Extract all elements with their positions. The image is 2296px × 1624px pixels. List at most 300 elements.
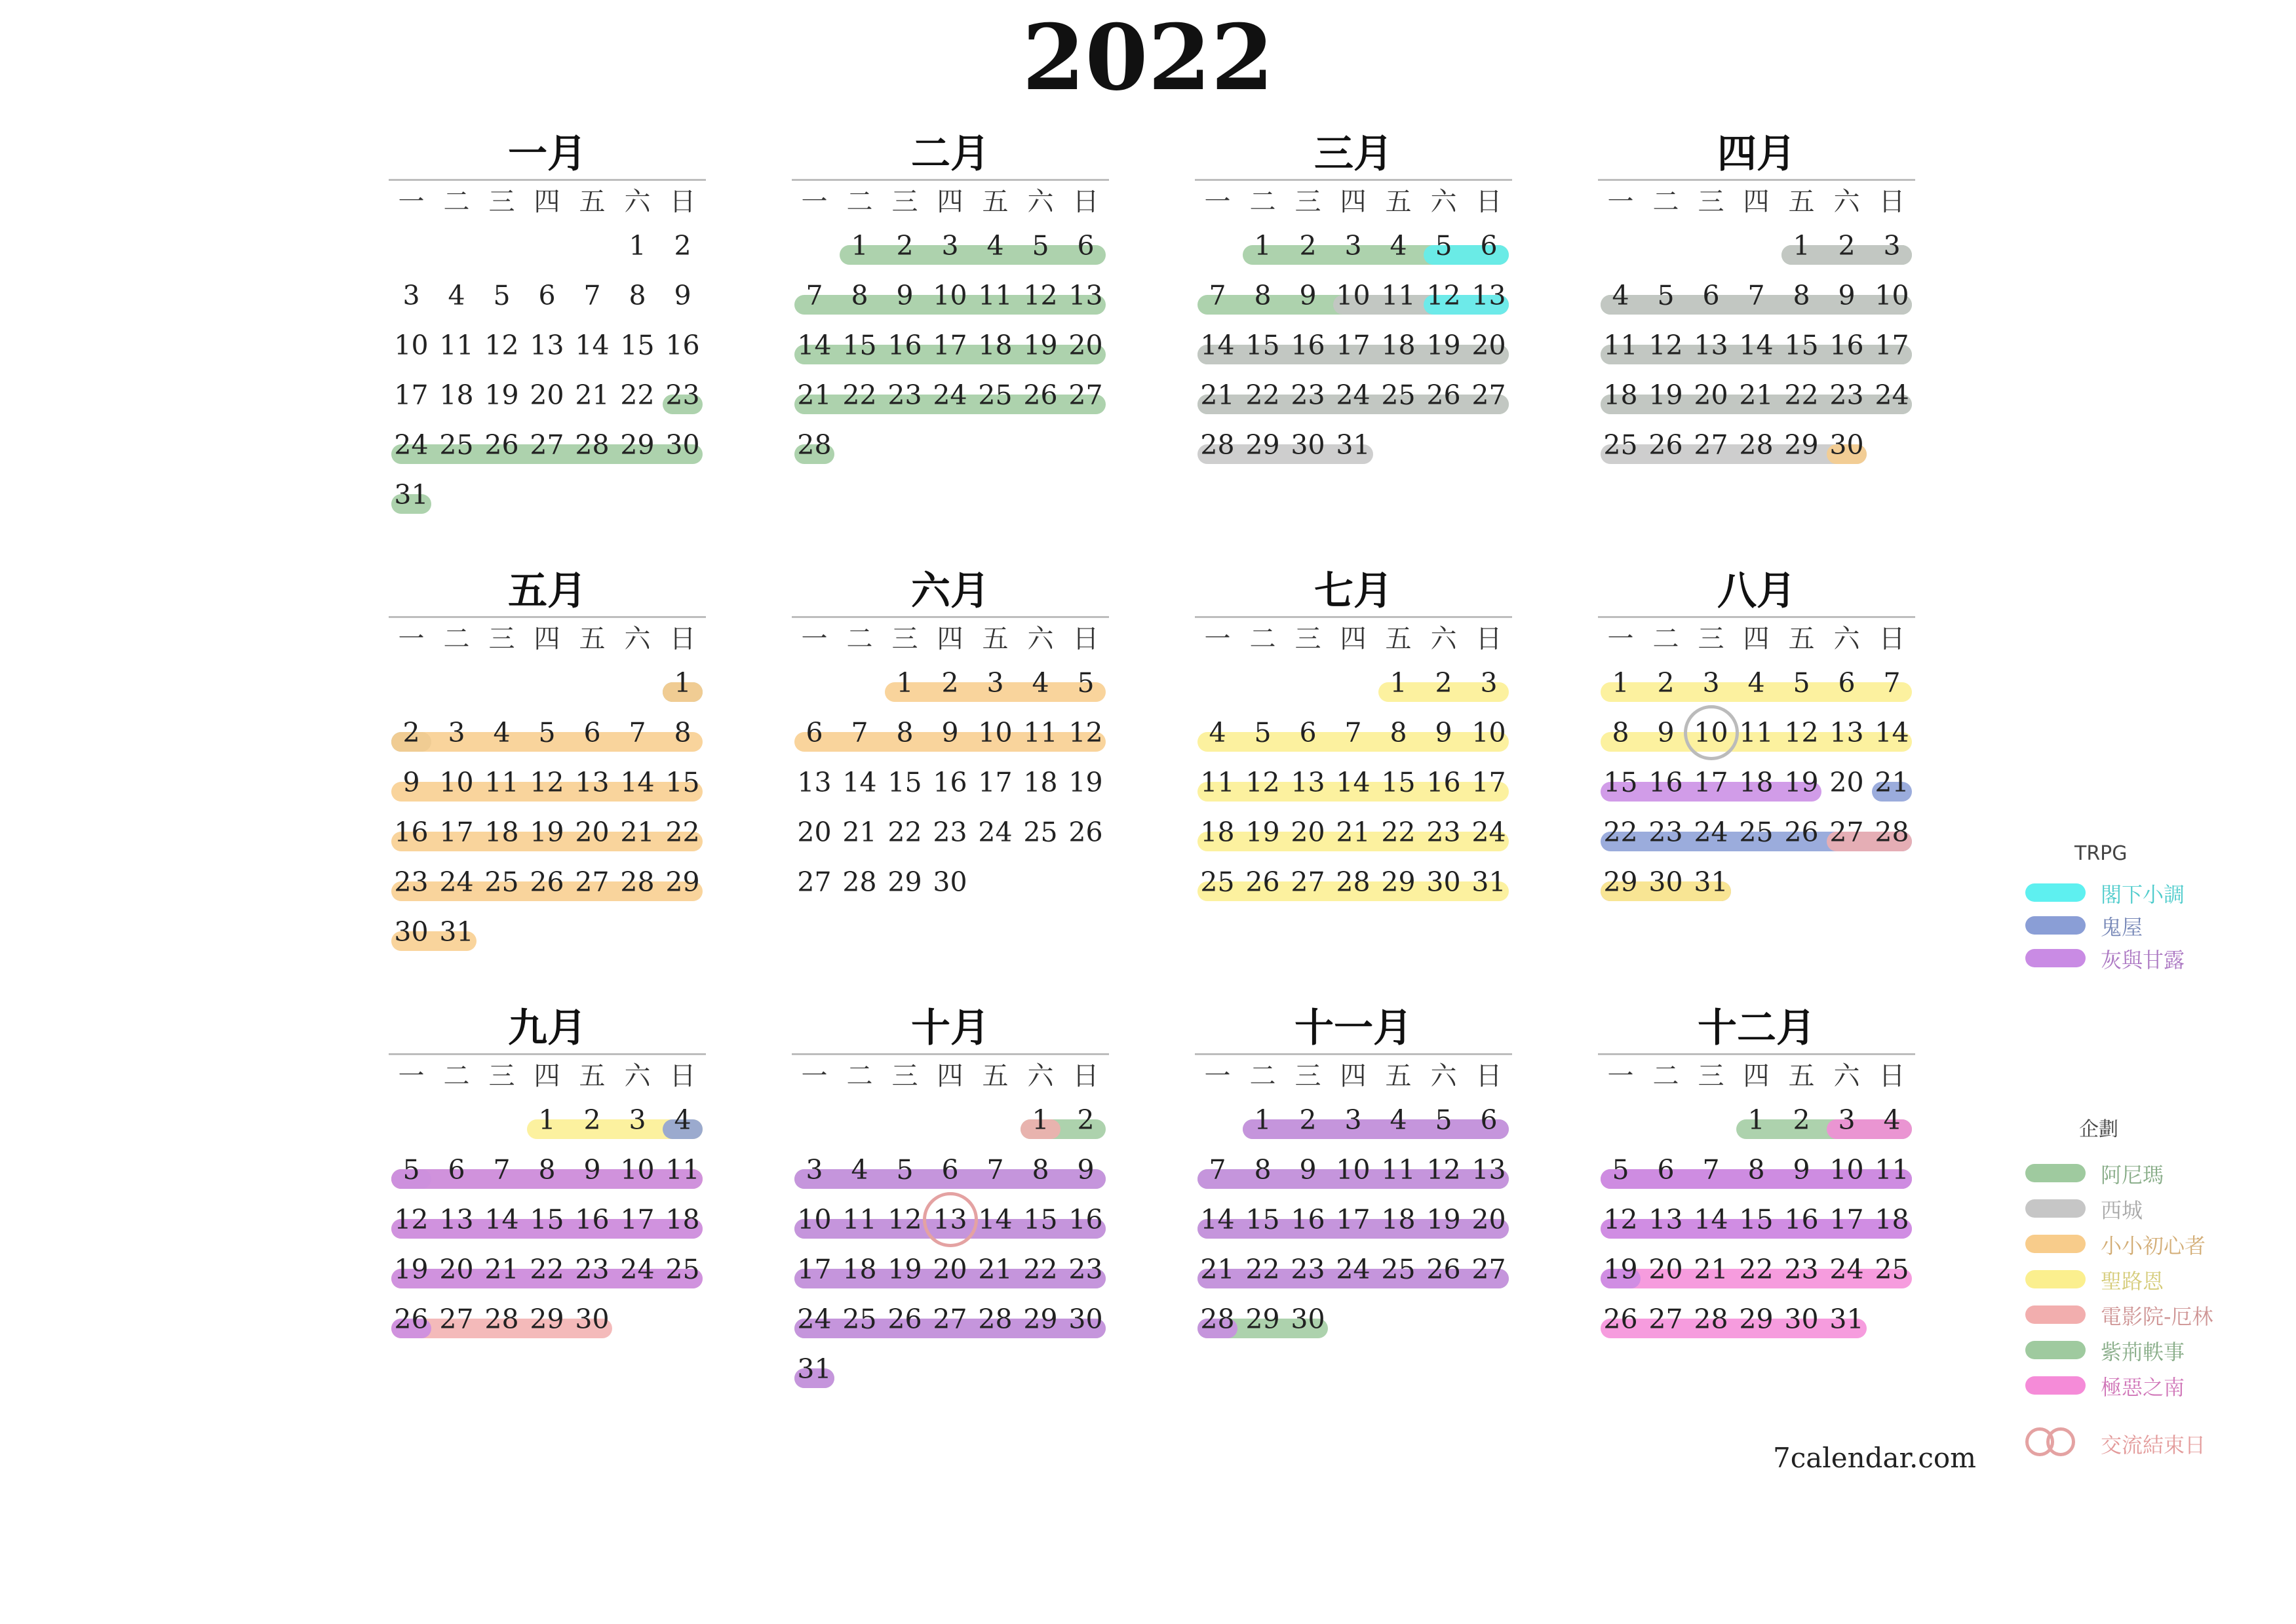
day-cell[interactable]: 17: [1875, 330, 1909, 361]
day-cell[interactable]: 15: [665, 767, 700, 798]
day-cell[interactable]: 20: [797, 817, 832, 848]
day-cell[interactable]: 18: [1739, 767, 1774, 798]
day-cell[interactable]: 20: [575, 817, 610, 848]
day-cell[interactable]: 14: [978, 1204, 1013, 1235]
day-cell[interactable]: 10: [394, 330, 429, 361]
day-cell[interactable]: 25: [1739, 817, 1774, 848]
day-cell[interactable]: 14: [842, 767, 877, 798]
day-cell[interactable]: 16: [1291, 330, 1325, 361]
day-cell[interactable]: 19: [1603, 1254, 1638, 1285]
day-cell[interactable]: 14: [1336, 767, 1371, 798]
day-cell[interactable]: 30: [575, 1304, 610, 1335]
day-cell[interactable]: 29: [1739, 1304, 1774, 1335]
day-cell[interactable]: 29: [1245, 1304, 1280, 1335]
day-cell[interactable]: 18: [1200, 817, 1235, 848]
day-cell[interactable]: 1: [1254, 1104, 1272, 1136]
day-cell[interactable]: 18: [1875, 1204, 1909, 1235]
day-cell[interactable]: 31: [1694, 866, 1728, 898]
day-cell[interactable]: 12: [1426, 1154, 1461, 1186]
day-cell[interactable]: 23: [1784, 1254, 1819, 1285]
day-cell[interactable]: 3: [806, 1154, 823, 1186]
day-cell[interactable]: 30: [394, 916, 429, 948]
day-cell[interactable]: 5: [1793, 667, 1810, 699]
day-cell[interactable]: 24: [1336, 1254, 1371, 1285]
day-cell[interactable]: 15: [1381, 767, 1416, 798]
day-cell[interactable]: 13: [1694, 330, 1728, 361]
day-cell[interactable]: 24: [1875, 379, 1909, 411]
day-cell[interactable]: 11: [665, 1154, 700, 1186]
day-cell[interactable]: 26: [1068, 817, 1103, 848]
day-cell[interactable]: 10: [620, 1154, 655, 1186]
day-cell[interactable]: 11: [842, 1204, 877, 1235]
day-cell[interactable]: 9: [1299, 280, 1317, 311]
day-cell[interactable]: 26: [1426, 379, 1461, 411]
day-cell[interactable]: 25: [665, 1254, 700, 1285]
day-cell[interactable]: 12: [1603, 1204, 1638, 1235]
day-cell[interactable]: 20: [1471, 330, 1506, 361]
day-cell[interactable]: 3: [986, 667, 1004, 699]
day-cell[interactable]: 9: [896, 280, 914, 311]
day-cell[interactable]: 1: [1793, 230, 1810, 261]
day-cell[interactable]: 26: [887, 1304, 922, 1335]
day-cell[interactable]: 9: [1077, 1154, 1095, 1186]
day-cell[interactable]: 16: [1426, 767, 1461, 798]
day-cell[interactable]: 20: [1829, 767, 1864, 798]
day-cell[interactable]: 1: [1612, 667, 1629, 699]
day-cell[interactable]: 23: [1829, 379, 1864, 411]
day-cell[interactable]: 6: [1480, 230, 1498, 261]
day-cell[interactable]: 4: [493, 717, 511, 748]
day-cell[interactable]: 1: [1032, 1104, 1049, 1136]
day-cell[interactable]: 5: [1435, 230, 1452, 261]
day-cell[interactable]: 4: [674, 1104, 691, 1136]
day-cell[interactable]: 10: [1875, 280, 1909, 311]
day-cell[interactable]: 16: [394, 817, 429, 848]
day-cell[interactable]: 13: [1829, 717, 1864, 748]
day-cell[interactable]: 21: [978, 1254, 1013, 1285]
day-cell[interactable]: 16: [933, 767, 967, 798]
day-cell[interactable]: 8: [538, 1154, 556, 1186]
day-cell[interactable]: 8: [1254, 280, 1272, 311]
day-cell[interactable]: 23: [1648, 817, 1683, 848]
day-cell[interactable]: 21: [1336, 817, 1371, 848]
day-cell[interactable]: 20: [1068, 330, 1103, 361]
day-cell[interactable]: 14: [620, 767, 655, 798]
day-cell[interactable]: 8: [1612, 717, 1629, 748]
day-cell[interactable]: 15: [1784, 330, 1819, 361]
day-cell[interactable]: 25: [1200, 866, 1235, 898]
day-cell[interactable]: 9: [1793, 1154, 1810, 1186]
day-cell[interactable]: 2: [1435, 667, 1452, 699]
day-cell[interactable]: 30: [1426, 866, 1461, 898]
day-cell[interactable]: 22: [842, 379, 877, 411]
day-cell[interactable]: 10: [933, 280, 967, 311]
day-cell[interactable]: 17: [394, 379, 429, 411]
day-cell[interactable]: 27: [797, 866, 832, 898]
day-cell[interactable]: 21: [484, 1254, 519, 1285]
day-cell[interactable]: 23: [887, 379, 922, 411]
day-cell[interactable]: 13: [1068, 280, 1103, 311]
day-cell[interactable]: 3: [1702, 667, 1720, 699]
day-cell[interactable]: 31: [1336, 429, 1371, 461]
day-cell[interactable]: 6: [1299, 717, 1317, 748]
day-cell[interactable]: 24: [1471, 817, 1506, 848]
day-cell[interactable]: 20: [1648, 1254, 1683, 1285]
day-cell[interactable]: 29: [620, 429, 655, 461]
day-cell[interactable]: 3: [1838, 1104, 1856, 1136]
day-cell[interactable]: 4: [851, 1154, 868, 1186]
day-cell[interactable]: 5: [1077, 667, 1095, 699]
day-cell[interactable]: 15: [842, 330, 877, 361]
day-cell[interactable]: 22: [1603, 817, 1638, 848]
day-cell[interactable]: 7: [1344, 717, 1362, 748]
day-cell[interactable]: 9: [1299, 1154, 1317, 1186]
day-cell[interactable]: 26: [1784, 817, 1819, 848]
day-cell[interactable]: 19: [1245, 817, 1280, 848]
day-cell[interactable]: 8: [629, 280, 646, 311]
day-cell[interactable]: 11: [978, 280, 1013, 311]
day-cell[interactable]: 15: [1603, 767, 1638, 798]
day-cell[interactable]: 19: [1023, 330, 1058, 361]
day-cell[interactable]: 28: [1694, 1304, 1728, 1335]
day-cell[interactable]: 16: [1291, 1204, 1325, 1235]
day-cell[interactable]: 27: [1694, 429, 1728, 461]
day-cell[interactable]: 9: [941, 717, 959, 748]
day-cell[interactable]: 18: [978, 330, 1013, 361]
day-cell[interactable]: 26: [1245, 866, 1280, 898]
day-cell[interactable]: 6: [1838, 667, 1856, 699]
day-cell[interactable]: 5: [1657, 280, 1675, 311]
day-cell[interactable]: 4: [1883, 1104, 1901, 1136]
day-cell[interactable]: 18: [484, 817, 519, 848]
day-cell[interactable]: 26: [1023, 379, 1058, 411]
day-cell[interactable]: 7: [986, 1154, 1004, 1186]
day-cell[interactable]: 7: [1747, 280, 1765, 311]
day-cell[interactable]: 5: [896, 1154, 914, 1186]
day-cell[interactable]: 6: [1702, 280, 1720, 311]
day-cell[interactable]: 11: [439, 330, 474, 361]
day-cell[interactable]: 17: [978, 767, 1013, 798]
day-cell[interactable]: 22: [1739, 1254, 1774, 1285]
day-cell[interactable]: 16: [665, 330, 700, 361]
day-cell[interactable]: 27: [1648, 1304, 1683, 1335]
day-cell[interactable]: 8: [674, 717, 691, 748]
day-cell[interactable]: 5: [402, 1154, 420, 1186]
day-cell[interactable]: 19: [484, 379, 519, 411]
day-cell[interactable]: 2: [674, 230, 691, 261]
day-cell[interactable]: 1: [629, 230, 646, 261]
day-cell[interactable]: 29: [1784, 429, 1819, 461]
day-cell[interactable]: 10: [1336, 280, 1371, 311]
day-cell[interactable]: 9: [1838, 280, 1856, 311]
day-cell[interactable]: 24: [620, 1254, 655, 1285]
day-cell[interactable]: 15: [1245, 330, 1280, 361]
day-cell[interactable]: 15: [620, 330, 655, 361]
day-cell[interactable]: 1: [538, 1104, 556, 1136]
day-cell[interactable]: 4: [1390, 1104, 1407, 1136]
day-cell[interactable]: 23: [394, 866, 429, 898]
day-cell[interactable]: 17: [797, 1254, 832, 1285]
day-cell[interactable]: 22: [1245, 1254, 1280, 1285]
day-cell[interactable]: 25: [1023, 817, 1058, 848]
day-cell[interactable]: 17: [439, 817, 474, 848]
day-cell[interactable]: 5: [1254, 717, 1272, 748]
day-cell[interactable]: 27: [1829, 817, 1864, 848]
day-cell[interactable]: 3: [629, 1104, 646, 1136]
day-cell[interactable]: 1: [674, 667, 691, 699]
day-cell[interactable]: 17: [1471, 767, 1506, 798]
day-cell[interactable]: 22: [665, 817, 700, 848]
day-cell[interactable]: 19: [1426, 1204, 1461, 1235]
day-cell[interactable]: 26: [530, 866, 564, 898]
day-cell[interactable]: 12: [530, 767, 564, 798]
day-cell[interactable]: 21: [1694, 1254, 1728, 1285]
day-cell[interactable]: 21: [1200, 1254, 1235, 1285]
day-cell[interactable]: 10: [797, 1204, 832, 1235]
day-cell[interactable]: 26: [484, 429, 519, 461]
day-cell[interactable]: 11: [484, 767, 519, 798]
day-cell[interactable]: 11: [1603, 330, 1638, 361]
day-cell[interactable]: 3: [1344, 1104, 1362, 1136]
day-cell[interactable]: 31: [1829, 1304, 1864, 1335]
day-cell[interactable]: 27: [933, 1304, 967, 1335]
day-cell[interactable]: 7: [851, 717, 868, 748]
day-cell[interactable]: 30: [1291, 1304, 1325, 1335]
day-cell[interactable]: 13: [530, 330, 564, 361]
day-cell[interactable]: 4: [448, 280, 465, 311]
day-cell[interactable]: 8: [1793, 280, 1810, 311]
day-cell[interactable]: 24: [1829, 1254, 1864, 1285]
day-cell[interactable]: 17: [620, 1204, 655, 1235]
day-cell[interactable]: 28: [797, 429, 832, 461]
day-cell[interactable]: 25: [1381, 379, 1416, 411]
day-cell[interactable]: 5: [1612, 1154, 1629, 1186]
day-cell[interactable]: 4: [1390, 230, 1407, 261]
day-cell[interactable]: 25: [439, 429, 474, 461]
day-cell[interactable]: 17: [1694, 767, 1728, 798]
day-cell[interactable]: 16: [887, 330, 922, 361]
day-cell[interactable]: 22: [530, 1254, 564, 1285]
day-cell[interactable]: 9: [674, 280, 691, 311]
day-cell[interactable]: 31: [1471, 866, 1506, 898]
day-cell[interactable]: 28: [842, 866, 877, 898]
day-cell[interactable]: 16: [1784, 1204, 1819, 1235]
day-cell[interactable]: 27: [1291, 866, 1325, 898]
day-cell[interactable]: 16: [1829, 330, 1864, 361]
day-cell[interactable]: 30: [1648, 866, 1683, 898]
day-cell[interactable]: 24: [394, 429, 429, 461]
day-cell[interactable]: 9: [1657, 717, 1675, 748]
day-cell[interactable]: 12: [1245, 767, 1280, 798]
day-cell[interactable]: 2: [1077, 1104, 1095, 1136]
day-cell[interactable]: 20: [530, 379, 564, 411]
day-cell[interactable]: 20: [933, 1254, 967, 1285]
site-credit[interactable]: 7calendar.com: [1773, 1442, 1976, 1474]
day-cell[interactable]: 16: [1068, 1204, 1103, 1235]
day-cell[interactable]: 13: [1291, 767, 1325, 798]
day-cell[interactable]: 26: [1426, 1254, 1461, 1285]
day-cell[interactable]: 13: [575, 767, 610, 798]
day-cell[interactable]: 11: [1381, 1154, 1416, 1186]
day-cell[interactable]: 30: [1068, 1304, 1103, 1335]
day-cell[interactable]: 23: [665, 379, 700, 411]
day-cell[interactable]: 2: [402, 717, 420, 748]
day-cell[interactable]: 19: [887, 1254, 922, 1285]
day-cell[interactable]: 1: [896, 667, 914, 699]
day-cell[interactable]: 10: [1336, 1154, 1371, 1186]
day-cell[interactable]: 5: [1435, 1104, 1452, 1136]
day-cell[interactable]: 24: [1694, 817, 1728, 848]
day-cell[interactable]: 7: [1883, 667, 1901, 699]
day-cell[interactable]: 6: [448, 1154, 465, 1186]
day-cell[interactable]: 29: [530, 1304, 564, 1335]
day-cell[interactable]: 5: [538, 717, 556, 748]
day-cell[interactable]: 30: [1829, 429, 1864, 461]
day-cell[interactable]: 26: [394, 1304, 429, 1335]
day-cell[interactable]: 24: [978, 817, 1013, 848]
day-cell[interactable]: 8: [1747, 1154, 1765, 1186]
day-cell[interactable]: 29: [887, 866, 922, 898]
day-cell[interactable]: 7: [1209, 280, 1226, 311]
day-cell[interactable]: 25: [842, 1304, 877, 1335]
day-cell[interactable]: 6: [806, 717, 823, 748]
day-cell[interactable]: 25: [484, 866, 519, 898]
day-cell[interactable]: 6: [583, 717, 601, 748]
day-cell[interactable]: 12: [1023, 280, 1058, 311]
day-cell[interactable]: 17: [1829, 1204, 1864, 1235]
day-cell[interactable]: 18: [1603, 379, 1638, 411]
day-cell[interactable]: 13: [933, 1204, 967, 1235]
day-cell[interactable]: 14: [575, 330, 610, 361]
day-cell[interactable]: 3: [448, 717, 465, 748]
day-cell[interactable]: 2: [1793, 1104, 1810, 1136]
day-cell[interactable]: 3: [1883, 230, 1901, 261]
day-cell[interactable]: 15: [530, 1204, 564, 1235]
day-cell[interactable]: 18: [1381, 330, 1416, 361]
day-cell[interactable]: 21: [1875, 767, 1909, 798]
day-cell[interactable]: 11: [1875, 1154, 1909, 1186]
day-cell[interactable]: 17: [933, 330, 967, 361]
day-cell[interactable]: 15: [1245, 1204, 1280, 1235]
day-cell[interactable]: 28: [1336, 866, 1371, 898]
day-cell[interactable]: 7: [1209, 1154, 1226, 1186]
day-cell[interactable]: 19: [1648, 379, 1683, 411]
day-cell[interactable]: 8: [1390, 717, 1407, 748]
day-cell[interactable]: 7: [629, 717, 646, 748]
day-cell[interactable]: 31: [797, 1353, 832, 1385]
day-cell[interactable]: 19: [394, 1254, 429, 1285]
day-cell[interactable]: 12: [1068, 717, 1103, 748]
day-cell[interactable]: 14: [1200, 330, 1235, 361]
day-cell[interactable]: 20: [439, 1254, 474, 1285]
day-cell[interactable]: 14: [1739, 330, 1774, 361]
day-cell[interactable]: 14: [1694, 1204, 1728, 1235]
day-cell[interactable]: 13: [797, 767, 832, 798]
day-cell[interactable]: 7: [1702, 1154, 1720, 1186]
day-cell[interactable]: 5: [1032, 230, 1049, 261]
day-cell[interactable]: 1: [1747, 1104, 1765, 1136]
day-cell[interactable]: 25: [1381, 1254, 1416, 1285]
day-cell[interactable]: 19: [1784, 767, 1819, 798]
day-cell[interactable]: 2: [1657, 667, 1675, 699]
day-cell[interactable]: 29: [1381, 866, 1416, 898]
day-cell[interactable]: 22: [1381, 817, 1416, 848]
day-cell[interactable]: 18: [665, 1204, 700, 1235]
day-cell[interactable]: 12: [1426, 280, 1461, 311]
day-cell[interactable]: 19: [530, 817, 564, 848]
day-cell[interactable]: 30: [1291, 429, 1325, 461]
day-cell[interactable]: 3: [1480, 667, 1498, 699]
day-cell[interactable]: 8: [851, 280, 868, 311]
day-cell[interactable]: 23: [575, 1254, 610, 1285]
day-cell[interactable]: 12: [887, 1204, 922, 1235]
day-cell[interactable]: 8: [1032, 1154, 1049, 1186]
day-cell[interactable]: 6: [1480, 1104, 1498, 1136]
day-cell[interactable]: 15: [887, 767, 922, 798]
day-cell[interactable]: 2: [583, 1104, 601, 1136]
day-cell[interactable]: 2: [1299, 1104, 1317, 1136]
day-cell[interactable]: 31: [394, 479, 429, 511]
day-cell[interactable]: 6: [1077, 230, 1095, 261]
day-cell[interactable]: 21: [575, 379, 610, 411]
day-cell[interactable]: 1: [1390, 667, 1407, 699]
day-cell[interactable]: 21: [1200, 379, 1235, 411]
day-cell[interactable]: 9: [583, 1154, 601, 1186]
day-cell[interactable]: 18: [439, 379, 474, 411]
day-cell[interactable]: 27: [575, 866, 610, 898]
day-cell[interactable]: 9: [402, 767, 420, 798]
day-cell[interactable]: 2: [1838, 230, 1856, 261]
day-cell[interactable]: 8: [1254, 1154, 1272, 1186]
day-cell[interactable]: 21: [797, 379, 832, 411]
day-cell[interactable]: 11: [1739, 717, 1774, 748]
day-cell[interactable]: 28: [1200, 1304, 1235, 1335]
day-cell[interactable]: 29: [1603, 866, 1638, 898]
day-cell[interactable]: 25: [1875, 1254, 1909, 1285]
day-cell[interactable]: 30: [1784, 1304, 1819, 1335]
day-cell[interactable]: 29: [1023, 1304, 1058, 1335]
day-cell[interactable]: 24: [1336, 379, 1371, 411]
day-cell[interactable]: 28: [1200, 429, 1235, 461]
day-cell[interactable]: 16: [1648, 767, 1683, 798]
day-cell[interactable]: 26: [1648, 429, 1683, 461]
day-cell[interactable]: 23: [1068, 1254, 1103, 1285]
day-cell[interactable]: 6: [1657, 1154, 1675, 1186]
day-cell[interactable]: 14: [1875, 717, 1909, 748]
day-cell[interactable]: 28: [1739, 429, 1774, 461]
day-cell[interactable]: 27: [439, 1304, 474, 1335]
day-cell[interactable]: 12: [1784, 717, 1819, 748]
day-cell[interactable]: 4: [1032, 667, 1049, 699]
day-cell[interactable]: 3: [402, 280, 420, 311]
day-cell[interactable]: 29: [1245, 429, 1280, 461]
day-cell[interactable]: 10: [978, 717, 1013, 748]
day-cell[interactable]: 18: [842, 1254, 877, 1285]
day-cell[interactable]: 23: [1426, 817, 1461, 848]
day-cell[interactable]: 21: [620, 817, 655, 848]
day-cell[interactable]: 5: [493, 280, 511, 311]
day-cell[interactable]: 12: [484, 330, 519, 361]
day-cell[interactable]: 12: [1648, 330, 1683, 361]
day-cell[interactable]: 2: [896, 230, 914, 261]
day-cell[interactable]: 28: [978, 1304, 1013, 1335]
day-cell[interactable]: 20: [1694, 379, 1728, 411]
day-cell[interactable]: 21: [842, 817, 877, 848]
day-cell[interactable]: 27: [530, 429, 564, 461]
day-cell[interactable]: 6: [538, 280, 556, 311]
day-cell[interactable]: 28: [575, 429, 610, 461]
day-cell[interactable]: 2: [1299, 230, 1317, 261]
